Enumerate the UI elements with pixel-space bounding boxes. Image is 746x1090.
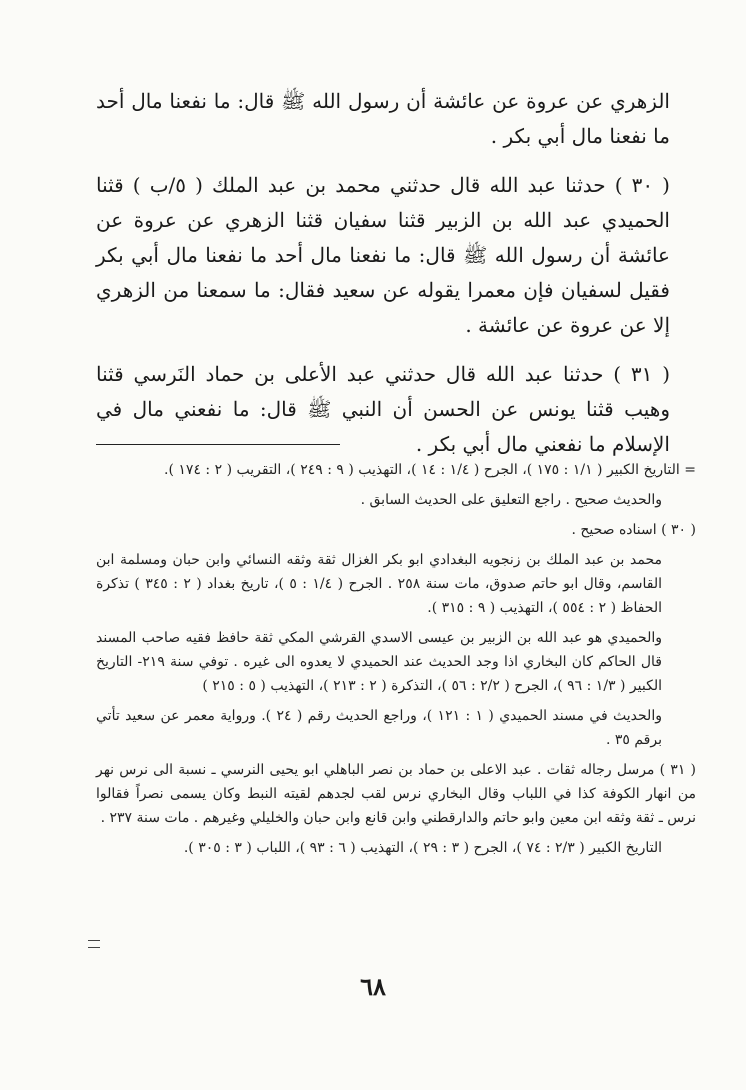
continuation-mark	[88, 940, 100, 948]
footnote-continuation: = التاريخ الكبير ( ١/١ : ١٧٥ )، الجرح ( ١/٤ : ١٤ )، التهذيب ( ٩ : ٢٤٩ )، التقريب ( ٢ : ١٧٤ ).	[164, 462, 696, 478]
paragraph-hadith-30: ( ٣٠ ) حدثنا عبد الله قال حدثني محمد بن عبد الملك ( ٥/ب ) قثنا الحميدي عبد الله بن الزبير قثنا سفيان قثنا الزهري عن عروة عن عائشة أن رسول الله ﷺ قال: ما نفعنا مال أحد ما نفعنا مال أبي بكر فقيل لسفيان فإن معمرا يقوله عن سعيد فقال: ما سمعنا من الزهري إلا عن عروة عن عائشة .	[96, 173, 670, 337]
footnote-line: والحديث صحيح . راجع التعليق على الحديث السابق .	[360, 492, 662, 508]
footnote-line: والحديث في مسند الحميدي ( ١ : ١٢١ )، وراجع الحديث رقم ( ٢٤ ). ورواية معمر عن سعيد تأتي برقم ٣٥ .	[96, 708, 662, 748]
footnote-line: محمد بن عبد الملك بن زنجويه البغدادي ابو بكر الغزال ثقة وثقه النسائي وابن حبان ومسلمة ابن القاسم، وقال ابو حاتم صدوق، مات سنة ٢٥٨ . الجرح ( ١/٤ : ٥ )، تاريخ بغداد ( ٢ : ٣٤٥ ) تذكرة الحفاظ ( ٢ : ٥٥٤ )، التهذيب ( ٩ : ٣١٥ ).	[96, 552, 662, 616]
paragraph-hadith-31: ( ٣١ ) حدثنا عبد الله قال حدثني عبد الأعلى بن حماد النَرسي قثنا وهيب قثنا يونس عن الحسن أن النبي ﷺ قال: ما نفعني مال في الإسلام ما نفعني مال أبي بكر .	[96, 362, 671, 456]
footnote-line: والحميدي هو عبد الله بن الزبير بن عيسى الاسدي القرشي المكي ثقة حافظ فقيه صاحب المسند قال الحاكم كان البخاري اذا وجد الحديث عند الحميدي لا يعدوه الى غيره . توفي سنة ٢١٩- التاريخ الكبير ( ١/٣ : ٩٦ )، الجرح ( ٢/٢ : ٥٦ )، التذكرة ( ٢ : ٢١٣ )، التهذيب ( ٥ : ٢١٥ )	[96, 630, 662, 694]
page-number: ٦٨	[360, 972, 386, 1001]
footnote-line: التاريخ الكبير ( ٢/٣ : ٧٤ )، الجرح ( ٣ : ٢٩ )، التهذيب ( ٦ : ٩٣ )، اللباب ( ٣ : ٣٠٥ ).	[183, 840, 662, 856]
main-text	[96, 84, 670, 476]
paragraph-continuation: الزهري عن عروة عن عائشة أن رسول الله ﷺ قال: ما نفعنا مال أحد ما نفعنا مال أبي بكر .	[96, 89, 670, 148]
footnote-30-heading: ( ٣٠ ) اسناده صحيح .	[571, 522, 696, 538]
footnotes	[96, 458, 696, 866]
footnote-31: ( ٣١ ) مرسل رجاله ثقات . عبد الاعلى بن حماد بن نصر الباهلي ابو يحيى النرسي ـ نسبة الى نرس نهر من انهار الكوفة كذا في اللباب وقال البخاري نرس لقب لجدهم لقيته النبط وكان يسمى نصراً فقالوا نرس ـ ثقة وثقه ابن معين وابو حاتم والدارقطني وابن قانع وابن حبان والخليلي وغيرهم . مات سنة ٢٣٧ .	[96, 762, 696, 826]
footnote-separator	[96, 444, 340, 445]
